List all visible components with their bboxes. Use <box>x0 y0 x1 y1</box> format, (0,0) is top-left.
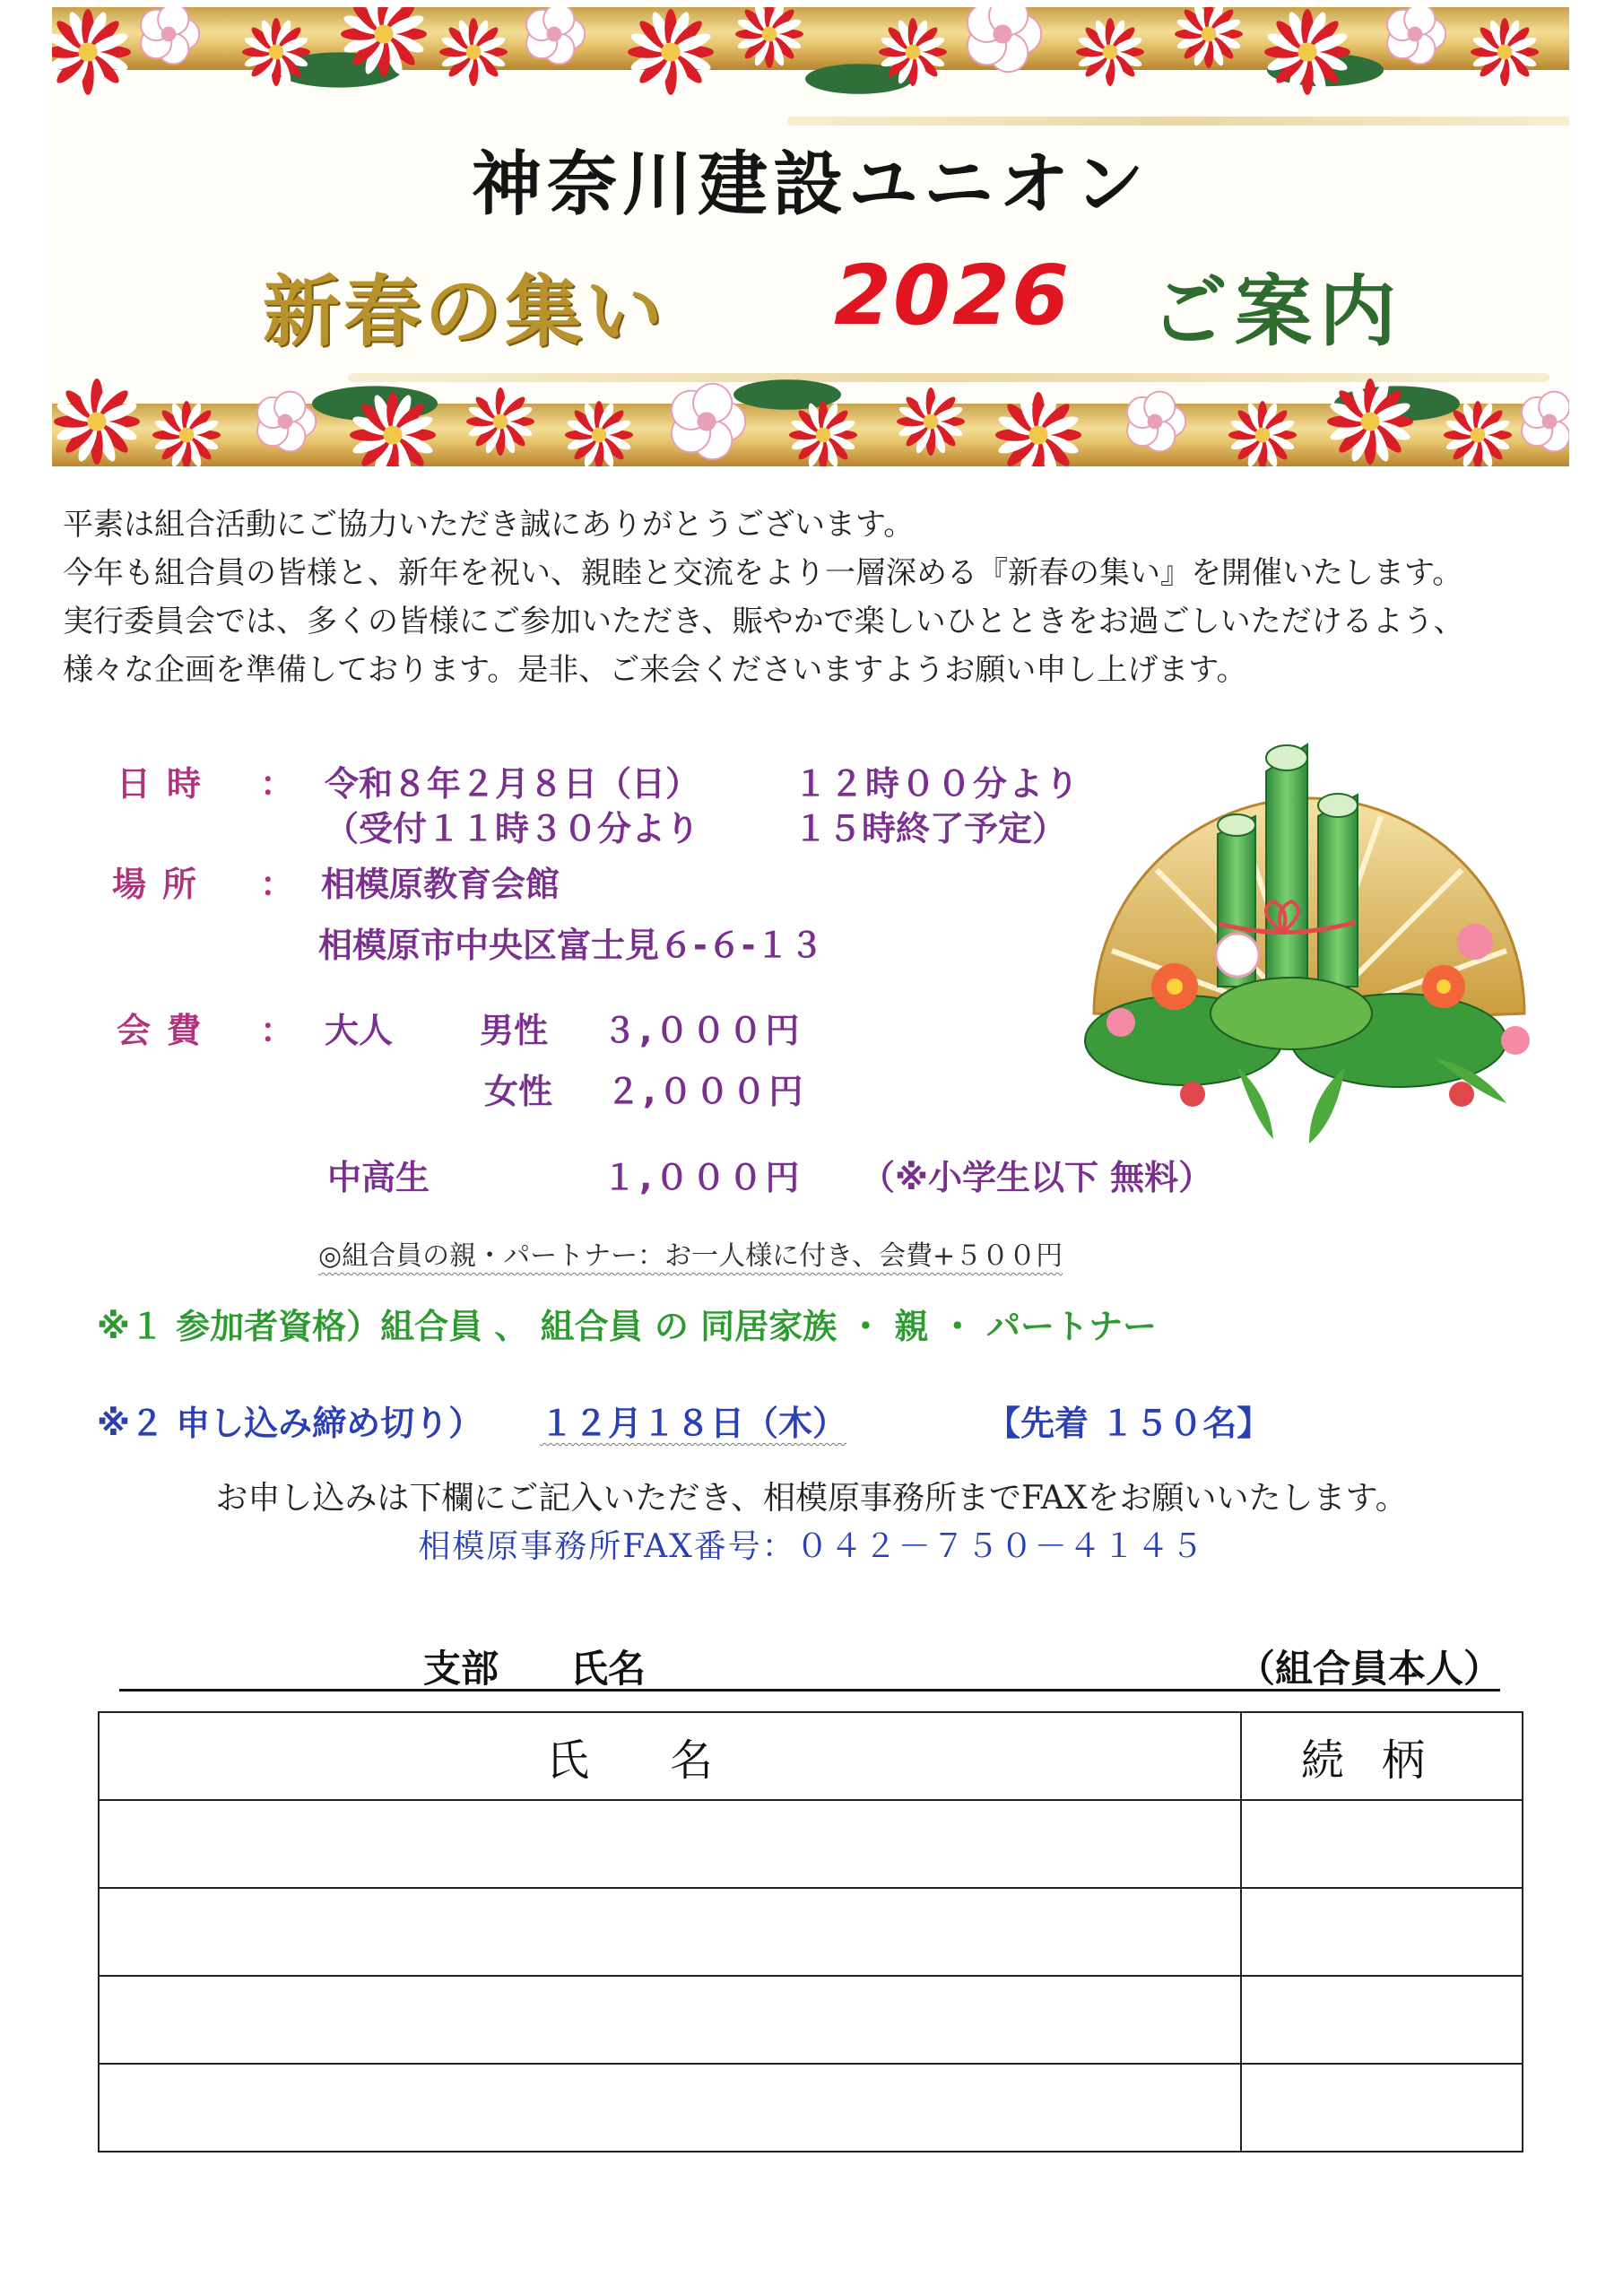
name-cell[interactable] <box>99 1976 1241 2064</box>
branch-label: 支部 <box>423 1647 499 1691</box>
chrysanthemum-icon <box>439 18 508 86</box>
chrysanthemum-icon <box>54 378 140 465</box>
intro-line: 今年も組合員の皆様と、新年を祝い、親睦と交流をより一層深める『新春の集い』を開催いたします。 <box>63 555 1463 591</box>
event-title-guide: ご案内 <box>1150 266 1403 357</box>
chrysanthemum-icon <box>735 7 803 68</box>
relation-cell[interactable] <box>1241 1800 1523 1888</box>
intro-line: 様々な企画を準備しております。是非、ご来会くださいますようお願い申し上げます。 <box>63 652 1247 688</box>
event-start-time: １２時００分より <box>794 764 1081 804</box>
plum-flower-icon <box>520 7 585 68</box>
plum-flower-icon <box>1121 387 1185 456</box>
kadomatsu-illustration <box>1058 718 1560 1148</box>
chrysanthemum-icon <box>1175 7 1243 68</box>
child-fee-note: （※小学生以下 無料） <box>861 1158 1213 1197</box>
plum-flower-icon <box>664 378 745 465</box>
name-cell[interactable] <box>99 2064 1241 2152</box>
table-row <box>99 1976 1523 2064</box>
end-time: １５時終了予定） <box>794 809 1067 848</box>
female-fee: ２,０００円 <box>606 1072 806 1111</box>
header-banner <box>52 7 1569 466</box>
event-year: 2026 <box>834 248 1072 344</box>
chrysanthemum-icon <box>1076 18 1144 86</box>
event-date: 令和８年２月８日（日） <box>325 764 700 804</box>
member-name-label: 氏名 <box>570 1647 647 1691</box>
deadline-label: ※２ 申し込み締め切り） <box>97 1404 483 1443</box>
venue-label: 場所 <box>112 865 213 904</box>
chrysanthemum-icon <box>152 401 221 466</box>
male-fee: ３,０００円 <box>603 1011 803 1050</box>
reception-time: （受付１１時３０分より <box>325 809 700 848</box>
chrysanthemum-icon <box>565 401 633 466</box>
chrysanthemum-icon <box>1228 401 1297 466</box>
registration-table <box>98 1711 1523 2152</box>
chrysanthemum-icon <box>242 18 310 86</box>
relation-cell[interactable] <box>1241 1976 1523 2064</box>
plum-flower-icon <box>135 7 199 68</box>
chrysanthemum-icon <box>1444 401 1512 466</box>
name-cell[interactable] <box>99 1800 1241 1888</box>
datetime-colon: ： <box>260 764 295 804</box>
chrysanthemum-icon <box>1471 18 1539 86</box>
chrysanthemum-icon <box>789 401 857 466</box>
plum-flower-icon <box>959 7 1041 77</box>
fax-number: 相模原事務所FAX番号：０４２－７５０－４１４５ <box>418 1528 1205 1565</box>
chrysanthemum-icon <box>52 9 131 95</box>
table-header-row <box>99 1712 1523 1800</box>
plum-flower-icon <box>1515 387 1569 456</box>
event-title: 新春の集い <box>263 266 666 357</box>
male-label: 男性 <box>480 1011 549 1050</box>
intro-line: 平素は組合活動にご協力いただき誠にありがとうございます。 <box>63 507 915 543</box>
deadline-date: １２月１８日（木） <box>540 1404 847 1443</box>
column-header-relation: 続柄 <box>1241 1712 1523 1800</box>
chrysanthemum-icon <box>995 392 1081 466</box>
intro-paragraph <box>63 500 1587 694</box>
eligibility-note: ※１ 参加者資格）組合員 、 組合員 の 同居家族 ・ 親 ・ パートナー <box>97 1307 1158 1346</box>
intro-line: 実行委員会では、多くの皆様にご参加いただき、賑やかで楽しいひとときをお過ごしいただけるよう、 <box>63 604 1464 639</box>
chrysanthemum-icon <box>466 387 534 456</box>
female-label: 女性 <box>484 1072 553 1111</box>
chrysanthemum-icon <box>628 9 714 95</box>
partner-fee-note: ◎組合員の親・パートナー：お一人様に付き、会費+５００円 <box>318 1240 1063 1272</box>
member-self-label: （組合員本人） <box>1237 1647 1502 1691</box>
organization-name: 神奈川建設ユニオン <box>471 144 1150 225</box>
column-header-name: 氏名 <box>99 1712 1241 1800</box>
capacity-note: 【先着 １５０名】 <box>986 1404 1271 1443</box>
plum-flower-icon <box>1381 7 1445 68</box>
chrysanthemum-icon <box>1264 9 1350 95</box>
relation-cell[interactable] <box>1241 2064 1523 2152</box>
chrysanthemum-icon <box>1327 378 1413 465</box>
student-label: 中高生 <box>327 1158 430 1197</box>
fee-label: 会費 <box>117 1011 218 1050</box>
application-instructions: お申し込みは下欄にご記入いただき、相模原事務所までFAXをお願いいたします。 <box>215 1480 1408 1517</box>
venue-address: 相模原市中央区富士見６-６-１３ <box>318 926 824 965</box>
name-cell[interactable] <box>99 1888 1241 1976</box>
fee-colon: ： <box>260 1011 295 1050</box>
chrysanthemum-border-top <box>52 7 1569 142</box>
table-row <box>99 2064 1523 2152</box>
datetime-label: 日時 <box>117 764 218 804</box>
table-row <box>99 1800 1523 1888</box>
plum-flower-icon <box>251 387 316 456</box>
adult-label: 大人 <box>325 1011 394 1050</box>
venue-colon: ： <box>260 865 295 904</box>
venue-name: 相模原教育会館 <box>321 865 560 904</box>
chrysanthemum-icon <box>879 18 947 86</box>
student-fee: １,０００円 <box>603 1158 803 1197</box>
table-row <box>99 1888 1523 1976</box>
chrysanthemum-icon <box>897 387 965 456</box>
relation-cell[interactable] <box>1241 1888 1523 1976</box>
